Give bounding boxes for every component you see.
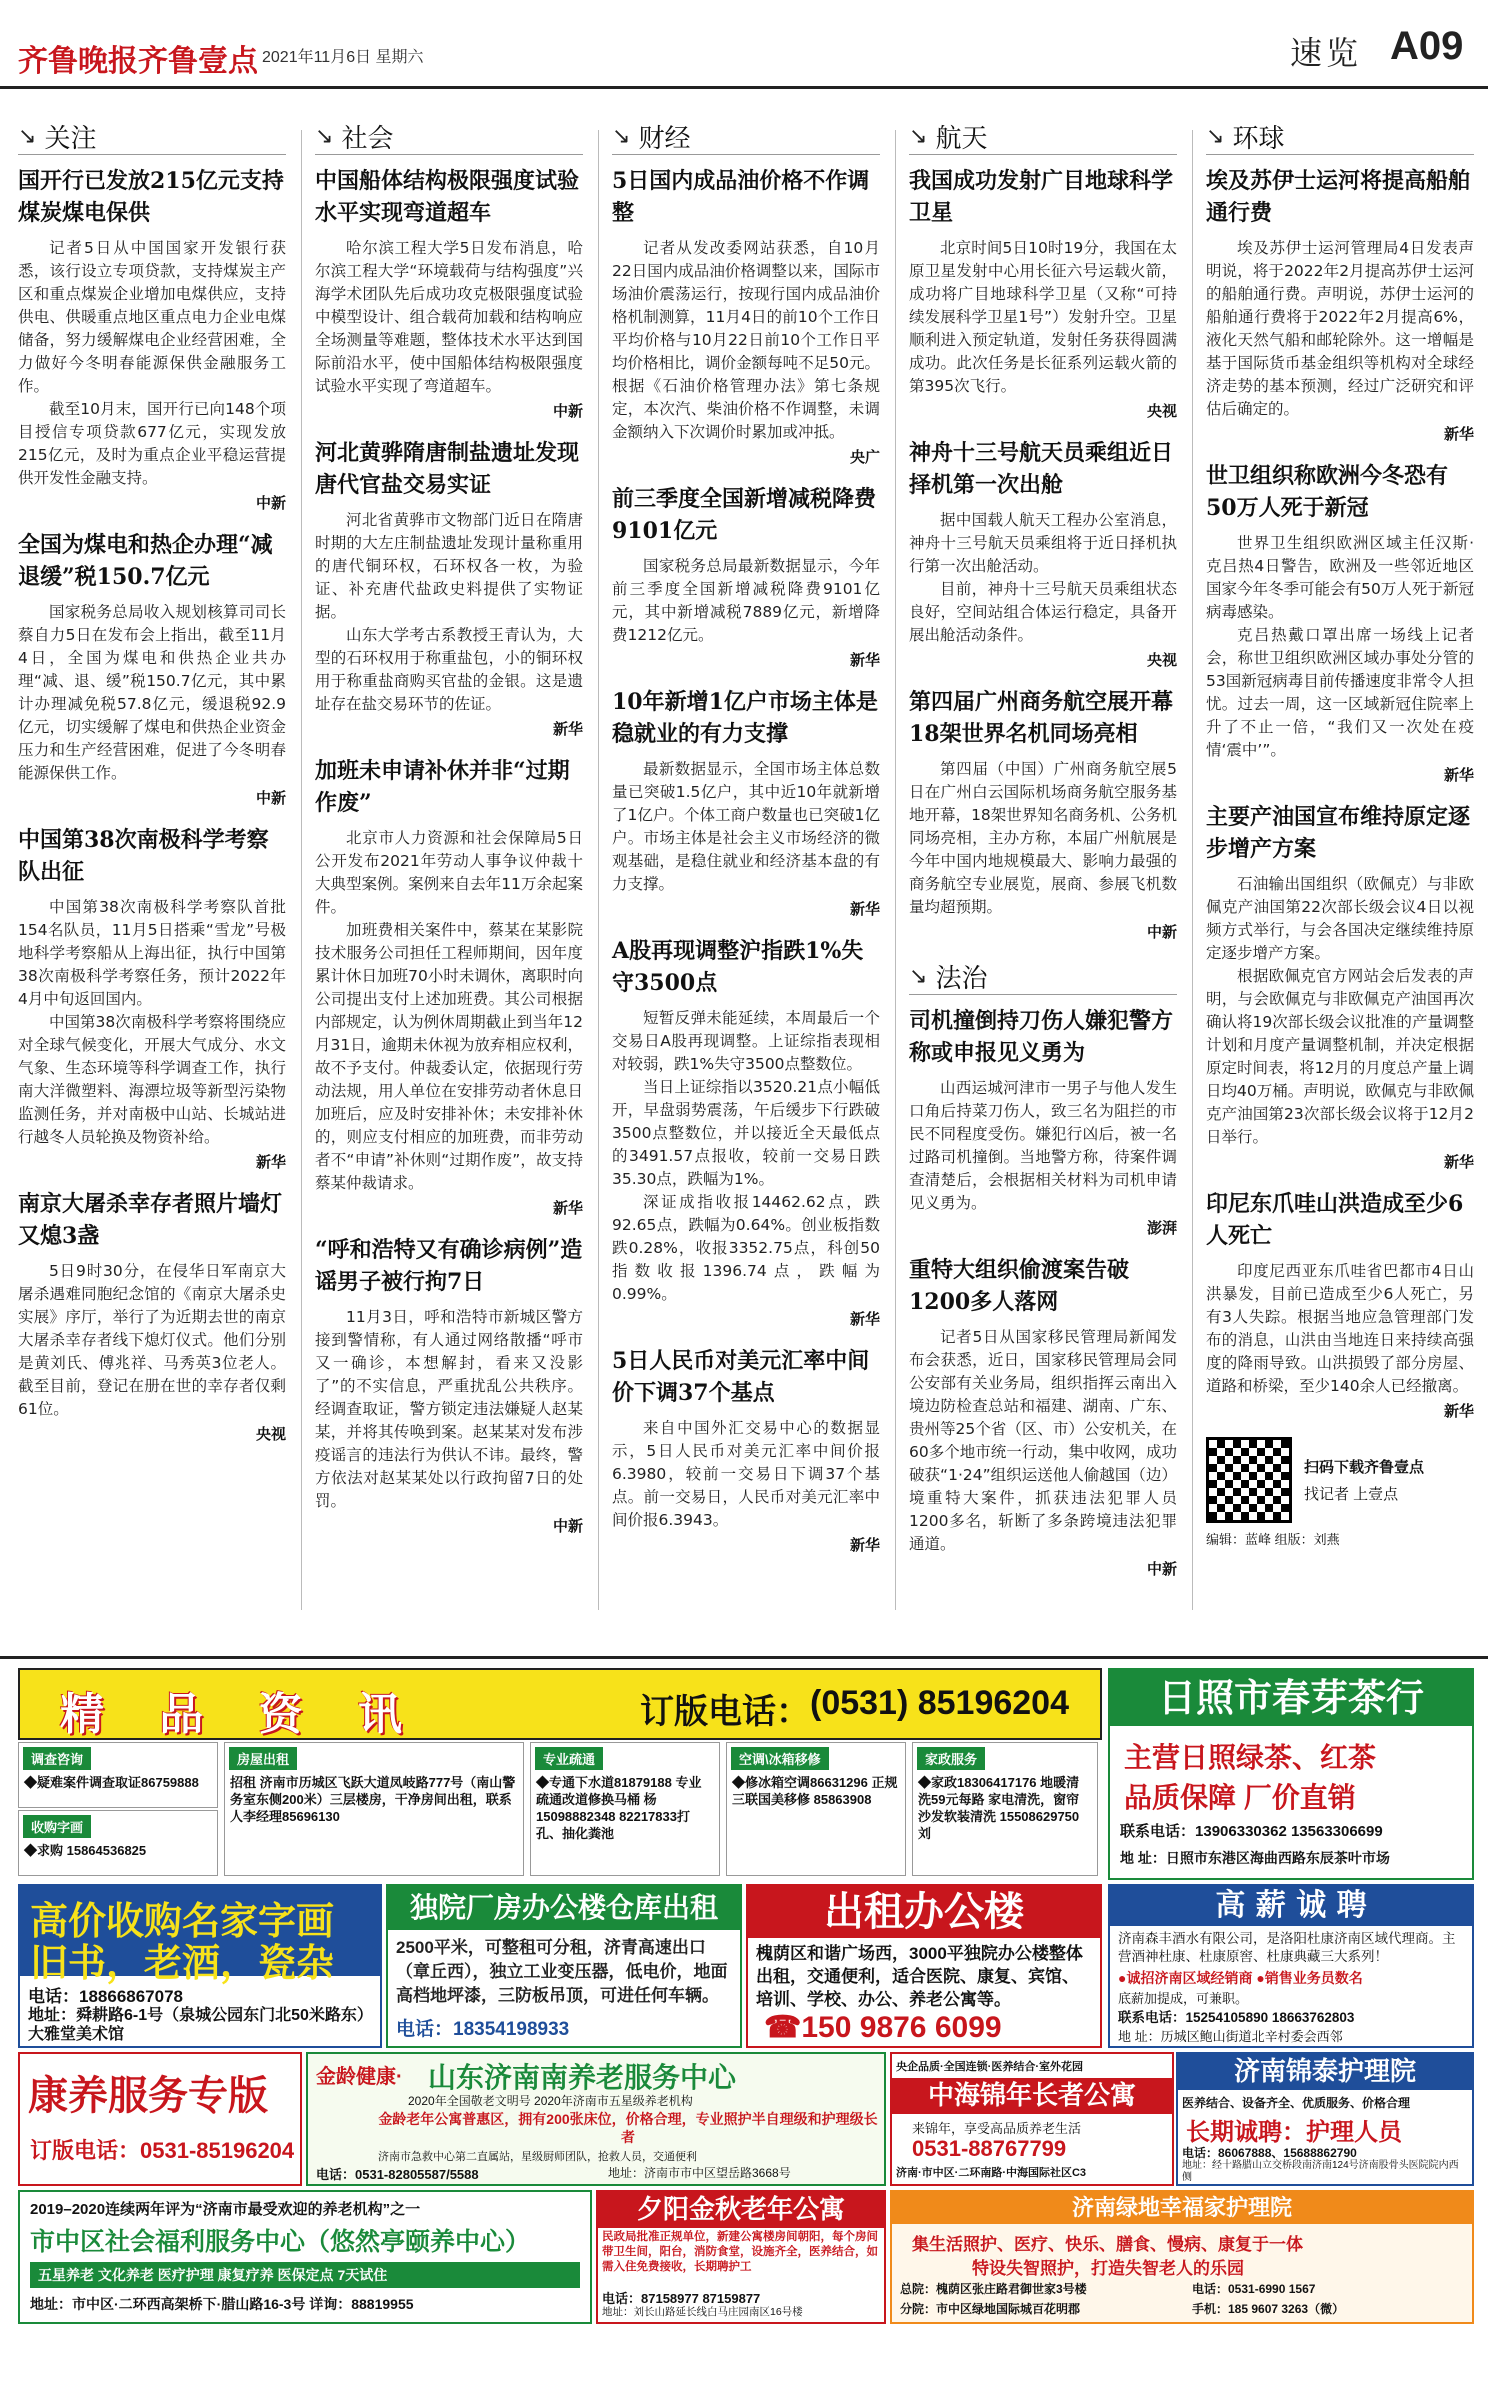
tea-phone-value: 13906330362 13563306699	[1195, 1823, 1383, 1840]
qr-text	[1304, 1456, 1424, 1504]
article	[18, 824, 286, 1172]
article-paragraph: 哈尔滨工程大学5日发布消息，哈尔滨工程大学“环境载荷与结构强度”兴海学术团队先后成功攻克极限强度试验中模型设计、组合载荷加载和结构响应全场测量等难题，整体技术水平达到国际前沿水平，使中国船体结构极限强度试验水平实现了弯道超车。	[315, 239, 583, 395]
jintai-recruit: 长期诚聘：护理人员	[1186, 2117, 1402, 2146]
article-paragraph: 世界卫生组织欧洲区域主任汉斯·克吕热4日警告，欧洲及一些邻近地区国家今年冬季可能会有50万人死于新冠病毒感染。	[1206, 534, 1474, 621]
article-headline[interactable]: 主要产油国宣布维持原定逐步增产方案	[1206, 804, 1471, 862]
article	[909, 1005, 1177, 1238]
article-headline[interactable]: 5日人民币对美元汇率中间价下调37个基点	[612, 1348, 870, 1406]
ad-banner	[18, 1668, 1102, 1740]
article-paragraph: 加班费相关案件中，蔡某在某影院技术服务公司担任工程师期间，因年度累计休日加班70小时未调休，离职时向公司提出支付上述加班费。其公司根据内部规定，认为例休周期截止到当年12月31日，逾期未休视为放弃相应权利，故不予支付。仲裁委认定，依据现行劳动法规，用人单位在安排劳动者休息日加班后，应及时安排补休；未安排补休的，则应支付相应的加班费，而非劳动者不“申请”补休则“过期作废”，故支持蔡某仲裁请求。	[315, 921, 583, 1192]
article	[18, 529, 286, 808]
ad-divider	[0, 1656, 1488, 1659]
article-paragraph: 记者5日从国家移民管理局新闻发布会获悉，近日，国家移民管理局会同公安部有关业务局，组织指挥云南出入境边防检查总站和福建、湖南、广东、贵州等25个省（区、市）公安机关，在60多个地市统一行动，集中收网，成功破获“1·24”组织运送他人偷越国（边）境重特大案件，抓获违法犯罪人员1200多名，斩断了多条跨境违法犯罪通道。	[909, 1328, 1177, 1553]
classified-tag: 空调\冰箱移修	[731, 1747, 829, 1770]
section-title: 航天	[935, 123, 988, 154]
health-phone: 订版电话：0531-85196204	[30, 2138, 295, 2163]
calligraphy-title1: 高价收购名家字画	[30, 1898, 335, 1943]
tea-line2: 品质保障 厂价直销	[1124, 1782, 1356, 1813]
article-headline[interactable]: 中国船体结构极限强度试验水平实现弯道超车	[315, 168, 580, 226]
article	[1206, 801, 1474, 1172]
section-header	[909, 958, 1177, 995]
news-column	[315, 118, 583, 1618]
article-source: 央视	[1146, 402, 1177, 420]
tea-title: 日照市春芽茶行	[1110, 1670, 1472, 1726]
article-source: 新华	[849, 651, 880, 669]
article-paragraph: 根据欧佩克官方网站会后发表的声明，与会欧佩克与非欧佩克产油国再次确认将19次部长级会议批准的产量调整计划和月度产量调整机制，并决定根据原定时间表，将12月的月度总产量上调日均40万桶。声明说，欧佩克与非欧佩克产油国第23次部长级会议将于12月2日举行。	[1206, 967, 1474, 1146]
health-title: 康养服务专版	[28, 2072, 268, 2119]
article-headline[interactable]: 中国第38次南极科学考察队出征	[18, 827, 269, 885]
calligraphy-phone: 电话：18866867078	[28, 1987, 184, 2006]
sunset-title: 夕阳金秋老年公寓	[598, 2192, 884, 2228]
article	[612, 1345, 880, 1555]
classified-text: ◆家政18306417176 地暖清洗59元每路 家电清洗，窗帘沙发软装清洗 15508629750刘	[918, 1775, 1080, 1841]
section-arrow-icon: ↘	[909, 963, 928, 989]
classified-text: ◆疑难案件调查取证86759888	[24, 1775, 199, 1790]
article-headline[interactable]: 全国为煤电和热企办理“减退缓”税150.7亿元	[18, 532, 273, 590]
classified-text: ◆求购 15864536825	[24, 1843, 147, 1858]
article-source: 新华	[849, 1536, 880, 1554]
classified-text: 招租 济南市历城区飞跃大道凤岐路777号（南山警务室东侧200米）三层楼房，干净房间出租，联系人李经理85696130	[230, 1775, 516, 1824]
classified-text: ◆专通下水道81879188 专业疏通改道修换马桶 杨15098882348 82217833打孔、抽化粪池	[536, 1775, 702, 1841]
article-paragraph: 河北省黄骅市文物部门近日在隋唐时期的大左庄制盐遗址发现计量称重用的唐代铜环权，石环权各一枚，为验证、补充唐代盐政史料提供了实物证据。	[315, 511, 583, 621]
article-source: 新华	[849, 1310, 880, 1328]
article-headline[interactable]: 我国成功发射广目地球科学卫星	[909, 168, 1174, 226]
tea-phone-label: 联系电话：	[1120, 1823, 1196, 1840]
article-headline[interactable]: 5日国内成品油价格不作调整	[612, 168, 870, 226]
ad-calligraphy	[18, 1884, 382, 2048]
greenland-sub: 特设失智照护，打造失智老人的乐园	[972, 2259, 1244, 2278]
column-divider	[301, 130, 302, 1610]
greenland-branch1: 总院：槐荫区张庄路君御世家3号楼	[900, 2282, 1087, 2296]
elder-phone: 电话：0531-82805587/5588	[316, 2167, 479, 2182]
article-paragraph: 国家税务总局最新数据显示，今年前三季度全国新增减税降费9101亿元，其中新增减税7889亿元，新增降费1212亿元。	[612, 557, 880, 644]
article-headline[interactable]: “呼和浩特又有确诊病例”造谣男子被行拘7日	[315, 1237, 583, 1295]
elder-addr: 济南市急救中心第二直属站，星级厨师团队，抢救人员，交通便利	[378, 2151, 697, 2163]
recruit-note: 底薪加提成，可兼职。	[1118, 1991, 1249, 2006]
editor-credit: 编辑：蓝峰 组版：刘燕	[1206, 1532, 1340, 1547]
article-source: 新华	[1443, 1153, 1474, 1171]
article-source: 中新	[255, 494, 286, 512]
column-divider	[1192, 130, 1193, 1610]
zhonghai-title: 中海锦年长者公寓	[892, 2078, 1172, 2114]
classified-ad	[18, 1742, 218, 1808]
ad-office	[746, 1884, 1102, 2048]
page-number: A09	[1390, 24, 1464, 68]
article-paragraph: 11月3日，呼和浩特市新城区警方接到警情称，有人通过网络散播“呼市又一确诊，本想解封，看来又没影了”的不实信息，严重扰乱公共秩序。经调查取证，警方锁定违法嫌疑人赵某某，并将其传唤到案。赵某某对发布涉疫谣言的违法行为供认不讳。最终，警方依法对赵某某处以行政拘留7日的处罚。	[315, 1308, 583, 1510]
section-title: 法治	[935, 963, 988, 994]
article-paragraph: 短暂反弹未能延续，本周最后一个交易日A股再现调整。上证综指表现相对较弱，跌1%失守3500点整数位。	[612, 1009, 880, 1073]
jintai-addr: 地址：经十路腊山立交桥段南济南124号济南股骨头医院院内西侧	[1182, 2160, 1459, 2183]
article	[909, 686, 1177, 942]
article	[1206, 165, 1474, 444]
qr-block	[1206, 1437, 1474, 1523]
article-paragraph: 克吕热戴口罩出席一场线上记者会，称世卫组织欧洲区域办事处分管的53国新冠病毒目前传播速度非常令人担忧。过去一周，这一区域新冠住院率上升了不止一倍，“我们又一次处在疫情‘震中’”。	[1206, 626, 1474, 759]
article-paragraph: 山东大学考古系教授王青认为，大型的石环权用于称重盐包，小的铜环权用于称重盐商购买官盐的金银。这是遗址存在盐交易环节的佐证。	[315, 626, 583, 713]
sunset-text: 民政局批准正规单位，新建公寓楼房间朝阳，每个房间带卫生间，阳台，消防食堂，设施齐全，医养结合，如需入住免费接收，长期聘护工	[602, 2231, 878, 2273]
article-paragraph: 第四届（中国）广州商务航空展5日在广州白云国际机场商务航空服务基地开幕，18架世界知名商务机、公务机同场亮相，主办方称，本届广州航展是今年中国内地规模最大、影响力最强的商务航空专业展览，展商、参展飞机数量均超预期。	[909, 760, 1177, 916]
article-paragraph: 石油输出国组织（欧佩克）与非欧佩克产油国第22次部长级会议4日以视频方式举行，与会各国决定继续维持原定逐步增产方案。	[1206, 875, 1474, 962]
article-headline[interactable]: 第四届广州商务航空展开幕18架世界名机同场亮相	[909, 689, 1174, 747]
elder-slogan: 金龄老年公寓普惠区，拥有200张床位，价格合理，专业照护半自理级和护理级长者	[378, 2111, 878, 2145]
ad-warehouse	[386, 1884, 742, 2048]
newspaper-logo: 齐鲁晚报	[18, 44, 138, 79]
article-headline[interactable]: 国开行已发放215亿元支持煤炭煤电保供	[18, 168, 284, 226]
article-headline[interactable]: 河北黄骅隋唐制盐遗址发现唐代官盐交易实证	[315, 440, 580, 498]
issue-date: 2021年11月6日 星期六	[262, 49, 424, 66]
section-arrow-icon: ↘	[909, 123, 928, 149]
sunset-phone: 电话：87158977 87159877	[602, 2291, 761, 2306]
article-headline[interactable]: 前三季度全国新增减税降费9101亿元	[612, 486, 877, 544]
elder-sub: 2020年全国敬老文明号 2020年济南市五星级养老机构	[408, 2094, 693, 2108]
welfare-addr: 地址：市中区·二环西高架桥下·腊山路16-3号 详询：88819955	[30, 2296, 414, 2312]
zhonghai-addr: 济南·市中区·二环南路·中海国际社区C3	[896, 2167, 1087, 2179]
office-phone: ☎150 9876 6099	[764, 2011, 1002, 2044]
greenland-title: 济南绿地幸福家护理院	[892, 2192, 1472, 2224]
recruit-text: 济南森丰酒水有限公司，是洛阳杜康济南区域代理商。主营酒神杜康、杜康原窖、杜康典藏三大系列！	[1118, 1931, 1456, 1964]
section-header	[315, 118, 583, 155]
banner-title: 精 品 资 讯	[60, 1689, 422, 1740]
article-headline[interactable]: 加班未申请补休并非“过期作废”	[315, 758, 570, 816]
article-source: 中新	[552, 1517, 583, 1535]
section-title: 关注	[44, 123, 97, 154]
article-source: 新华	[255, 1153, 286, 1171]
article-paragraph: 目前，神舟十三号航天员乘组状态良好，空间站组合体运行稳定，具备开展出舱活动条件。	[909, 580, 1177, 644]
greenland-phone1: 电话：0531-6990 1567	[1192, 2282, 1316, 2296]
classified-ad	[912, 1742, 1098, 1876]
article-source: 新华	[1443, 425, 1474, 443]
article	[612, 483, 880, 670]
classified-ad	[224, 1742, 524, 1876]
elder-title: 山东济南南养老服务中心	[428, 2061, 737, 2094]
classified-ad	[18, 1810, 218, 1876]
column-divider	[895, 130, 896, 1610]
page-header	[0, 0, 1488, 90]
article-source: 央视	[255, 1425, 286, 1443]
article-paragraph: 据中国载人航天工程办公室消息，神舟十三号航天员乘组将于近日择机执行第一次出舱活动。	[909, 511, 1177, 575]
banner-phone-label: 订版电话：	[640, 1693, 810, 1731]
classified-ad	[726, 1742, 906, 1876]
article-source: 中新	[1146, 923, 1177, 941]
warehouse-phone: 电话：18354198933	[396, 2019, 570, 2040]
jintai-title: 济南锦泰护理院	[1178, 2054, 1472, 2090]
article-paragraph: 中国第38次南极科学考察将围绕应对全球气候变化，开展大气成分、水文气象、生态环境等科学调查工作，执行南大洋微塑料、海漂垃圾等新型污染物监测任务，并对南极中山站、长城站进行越冬人员轮换及物资补给。	[18, 1013, 286, 1146]
article-paragraph: 国家税务总局收入规划核算司司长蔡自力5日在发布会上指出，截至11月4日，全国为煤电和供热企业共办理“减、退、缓”税150.7亿元，其中累计办理减免税57.8亿元，缓退税92.9亿元，切实缓解了煤电和供热企业资金压力和生产经营困难，促进了今冬明春能源保供工作。	[18, 603, 286, 782]
article-headline[interactable]: 埃及苏伊士运河将提高船舶通行费	[1206, 168, 1471, 226]
qr-code-icon[interactable]	[1206, 1437, 1292, 1523]
article	[909, 1254, 1177, 1579]
elder-addr2: 地址：济南市市中区望岳路3668号	[608, 2166, 791, 2180]
article-source: 新华	[552, 1199, 583, 1217]
ad-elder-center	[306, 2052, 886, 2186]
classified-tag: 收购字画	[23, 1815, 91, 1838]
article-source: 新华	[552, 720, 583, 738]
classified-ad	[530, 1742, 720, 1876]
article-paragraph: 记者5日从中国国家开发银行获悉，该行设立专项贷款，支持煤炭主产区和重点煤炭企业增加电煤供应，支持供电、供暖重点地区重点电力企业电煤储备，努力缓解煤电企业经营困难，全力做好今冬明春能源保供金融服务工作。	[18, 239, 286, 395]
section-header	[612, 118, 880, 155]
section-arrow-icon: ↘	[1206, 123, 1225, 149]
section-header	[909, 118, 1177, 155]
greenland-branch2: 分院：市中区绿地国际城百花明郡	[900, 2302, 1081, 2316]
zhonghai-top: 央企品质·全国连锁·医养结合·室外花园	[896, 2061, 1083, 2073]
recruit-title: 高 薪 诚 聘	[1110, 1886, 1472, 1926]
greenland-text: 集生活照护、医疗、快乐、膳食、慢病、康复于一体	[912, 2235, 1303, 2254]
jintai-phone: 电话：86067888、15688862790	[1182, 2146, 1357, 2160]
header-rule	[0, 86, 1488, 89]
ad-recruit	[1108, 1884, 1474, 2048]
ad-tea	[1108, 1668, 1474, 1880]
greenland-phone2: 手机：185 9607 3263（微）	[1192, 2302, 1345, 2316]
tea-addr	[1120, 1848, 1390, 1868]
section-arrow-icon: ↘	[612, 123, 631, 149]
article-source: 新华	[849, 900, 880, 918]
ad-health	[18, 2052, 302, 2186]
zhonghai-sub: 来锦年，享受高品质养老生活	[912, 2121, 1082, 2136]
article-source: 中新	[255, 789, 286, 807]
article-paragraph: 北京市人力资源和社会保障局5日公开发布2021年劳动人事争议仲裁十大典型案例。案例来自去年11万余起案件。	[315, 829, 583, 916]
tea-addr-label: 地 址：	[1120, 1850, 1166, 1866]
section-arrow-icon: ↘	[315, 123, 334, 149]
article	[18, 165, 286, 513]
ad-zhonghai	[890, 2052, 1174, 2186]
article	[909, 165, 1177, 421]
article-paragraph: 当日上证综指以3520.21点小幅低开，早盘弱势震荡，午后缓步下行跌破3500点整数位，并以接近全天最低点的3491.57点报收，较前一交易日跌35.30点，跌幅为1%。	[612, 1078, 880, 1188]
qr-line1: 扫码下载齐鲁壹点	[1304, 1459, 1425, 1476]
article	[612, 935, 880, 1329]
tea-addr-value: 日照市东港区海曲西路东辰茶叶市场	[1165, 1850, 1390, 1866]
article	[909, 437, 1177, 670]
qr-line2: 找记者 上壹点	[1304, 1486, 1399, 1503]
article-headline[interactable]: 10年新增1亿户市场主体是稳就业的有力支撑	[612, 689, 878, 747]
column-divider	[598, 130, 599, 1610]
tea-phone	[1120, 1820, 1383, 1841]
article-source: 新华	[1443, 1402, 1474, 1420]
classified-tag: 专业疏通	[535, 1747, 603, 1770]
news-column	[612, 118, 880, 1618]
article-paragraph: 截至10月末，国开行已向148个项目授信专项贷款677亿元，实现发放215亿元，及时为重点企业平稳运营提供开发性金融支持。	[18, 400, 286, 487]
article-paragraph: 埃及苏伊士运河管理局4日发表声明说，将于2022年2月提高苏伊士运河的船舶通行费。声明说，苏伊士运河的船舶通行费将于2022年2月提高6%，液化天然气船和邮轮除外。这一增幅是基于国际货币基金组织等机构对全球经济走势的基本预测，经过广泛研究和评估后确定的。	[1206, 239, 1474, 418]
warehouse-title: 独院厂房办公楼仓库出租	[388, 1886, 740, 1930]
warehouse-text: 2500平米，可整租可分租，济青高速出口（章丘西），独立工业变压器，低电价，地面高档地坪漆，三防板吊顶，可进任何车辆。	[396, 1938, 728, 2005]
section-title: 社会	[341, 123, 394, 154]
article-paragraph: 山西运城河津市一男子与他人发生口角后持菜刀伤人，致三名为阻拦的市民不同程度受伤。嫌犯行凶后，被一名过路司机撞倒。当地警方称，待案件调查清楚后，会根据相关材料为司机申请见义勇为。	[909, 1079, 1177, 1212]
article-paragraph: 记者从发改委网站获悉，自10月22日国内成品油价格调整以来，国际市场油价震荡运行，按现行国内成品油价格机制测算，11月4日的前10个工作日平均价格与10月22日前10个工作日平均价格相比，调价金额每吨不足50元。根据《石油价格管理办法》第七条规定，本次汽、柴油价格不作调整，未调金额纳入下次调价时累加或冲抵。	[612, 239, 880, 441]
article-source: 央广	[849, 448, 880, 466]
calligraphy-addr: 地址：舜耕路6-1号（泉城公园东门北50米路东）大雅堂美术馆	[28, 2007, 365, 2043]
article	[18, 1188, 286, 1444]
section-header	[18, 118, 286, 155]
article-paragraph: 中国第38次南极科学考察队首批154名队员，11月5日搭乘“雪龙”号极地科学考察船从上海出征，执行中国第38次南极科学考察任务，预计2022年4月中旬返回国内。	[18, 898, 286, 1008]
article	[315, 437, 583, 739]
elder-brand: 金龄健康·	[316, 2066, 403, 2088]
banner-phone: (0531) 85196204	[810, 1684, 1070, 1722]
article-headline[interactable]: 神舟十三号航天员乘组近日择机第一次出舱	[909, 440, 1174, 498]
welfare-top: 2019–2020连续两年评为“济南市最受欢迎的养老机构”之一	[30, 2201, 421, 2218]
ad-sunset	[596, 2190, 886, 2324]
article-headline[interactable]: 世卫组织称欧洲今冬恐有50万人死于新冠	[1206, 463, 1449, 521]
ad-jintai	[1176, 2052, 1474, 2186]
ad-greenland	[890, 2190, 1474, 2324]
article-source: 中新	[1146, 1560, 1177, 1578]
classified-grid	[18, 1742, 1098, 1876]
article-source: 新华	[1443, 766, 1474, 784]
article-headline[interactable]: 印尼东爪哇山洪造成至少6人死亡	[1206, 1191, 1464, 1249]
article-paragraph: 北京时间5日10时19分，我国在太原卫星发射中心用长征六号运载火箭，成功将广目地球科学卫星（又称“可持续发展科学卫星1号”）发射升空。卫星顺利进入预定轨道，发射任务获得圆满成功。此次任务是长征系列运载火箭的第395次飞行。	[909, 239, 1177, 395]
article-paragraph: 印度尼西亚东爪哇省巴都市4日山洪暴发，目前已造成至少6人死亡，另有3人失踪。根据当地应急管理部门发布的消息，山洪由当地连日来持续高强度的降雨导致。山洪损毁了部分房屋、道路和桥梁，至少140余人已经撤离。	[1206, 1262, 1474, 1395]
app-logo: 齐鲁壹点	[138, 44, 258, 79]
jintai-sub: 医养结合、设备齐全、优质服务、价格合理	[1182, 2096, 1411, 2110]
classified-tag: 家政服务	[917, 1747, 985, 1770]
news-column	[909, 118, 1177, 1618]
article	[315, 1234, 583, 1536]
article-headline[interactable]: 司机撞倒持刀伤人嫌犯警方称或申报见义勇为	[909, 1008, 1174, 1066]
sunset-addr: 地址：刘长山路延长线白马庄园南区16号楼	[602, 2306, 803, 2318]
recruit-phone: 联系电话：15254105890 18663762803	[1118, 2010, 1355, 2025]
article	[315, 755, 583, 1218]
classified-tag: 房屋出租	[229, 1747, 297, 1770]
article-paragraph: 深证成指收报14462.62点，跌92.65点，跌幅为0.64%。创业板指数跌0.28%，收报3352.75点，科创50指数收报1396.74点，跌幅为0.99%。	[612, 1193, 880, 1303]
tea-line1: 主营日照绿茶、红茶	[1124, 1742, 1377, 1773]
ad-welfare	[18, 2190, 592, 2324]
article	[1206, 1188, 1474, 1421]
classified-tag: 调查咨询	[23, 1747, 91, 1770]
zhonghai-phone: 0531-88767799	[912, 2136, 1067, 2161]
news-column	[1206, 118, 1474, 1618]
section-name: 速览	[1290, 35, 1363, 71]
article	[1206, 460, 1474, 785]
news-column	[18, 118, 286, 1618]
article-source: 澎湃	[1146, 1219, 1177, 1237]
section-title: 财经	[638, 123, 691, 154]
recruit-items: ●诚招济南区域经销商 ●销售业务员数名	[1118, 1970, 1363, 1986]
article-source: 中新	[552, 402, 583, 420]
article-paragraph: 5日9时30分，在侵华日军南京大屠杀遇难同胞纪念馆的《南京大屠杀史实展》序厅，举行了为近期去世的南京大屠杀幸存者线下熄灯仪式。他们分别是黄刘氏、傅兆祥、马秀英3位老人。截至目前，登记在册在世的幸存者仅剩61位。	[18, 1262, 286, 1418]
welfare-title: 市中区社会福利服务中心（悠然亭颐养中心）	[30, 2227, 531, 2256]
welfare-tags: 五星养老 文化养老 医疗护理 康复疗养 医保定点 7天试住	[30, 2262, 580, 2288]
ads-area	[0, 1662, 1488, 2395]
article-headline[interactable]: A股再现调整沪指跌1%失守3500点	[612, 938, 864, 996]
article-headline[interactable]: 重特大组织偷渡案告破1200多人落网	[909, 1257, 1130, 1315]
article-headline[interactable]: 南京大屠杀幸存者照片墙灯又熄3盏	[18, 1191, 283, 1249]
section-header	[1206, 118, 1474, 155]
article-paragraph: 最新数据显示，全国市场主体总数量已突破1.5亿户，其中近10年就新增了1亿户。个体工商户数量也已突破1亿户。市场主体是社会主义市场经济的微观基础，是稳住就业和经济基本盘的有力支撑。	[612, 760, 880, 893]
article-paragraph: 来自中国外汇交易中心的数据显示，5日人民币对美元汇率中间价报6.3980，较前一交易日下调37个基点。前一交易日，人民币对美元汇率中间价报6.3943。	[612, 1419, 880, 1529]
article-source: 央视	[1146, 651, 1177, 669]
section-arrow-icon: ↘	[18, 123, 37, 149]
article	[315, 165, 583, 421]
section-title: 环球	[1232, 123, 1285, 154]
article	[612, 686, 880, 919]
calligraphy-title2: 旧书，老酒，瓷杂	[30, 1940, 335, 1985]
recruit-addr: 地 址：历城区鲍山街道北辛村委会西邻	[1118, 2029, 1343, 2044]
office-title: 出租办公楼	[748, 1886, 1100, 1938]
office-text: 槐荫区和谐广场西，3000平独院办公楼整体出租，交通便利，适合医院、康复、宾馆、培训、学校、办公、养老公寓等。	[756, 1944, 1083, 2009]
article	[612, 165, 880, 467]
classified-text: ◆修冰箱空调86631296 正规 三联国美移修 85863908	[732, 1775, 898, 1807]
